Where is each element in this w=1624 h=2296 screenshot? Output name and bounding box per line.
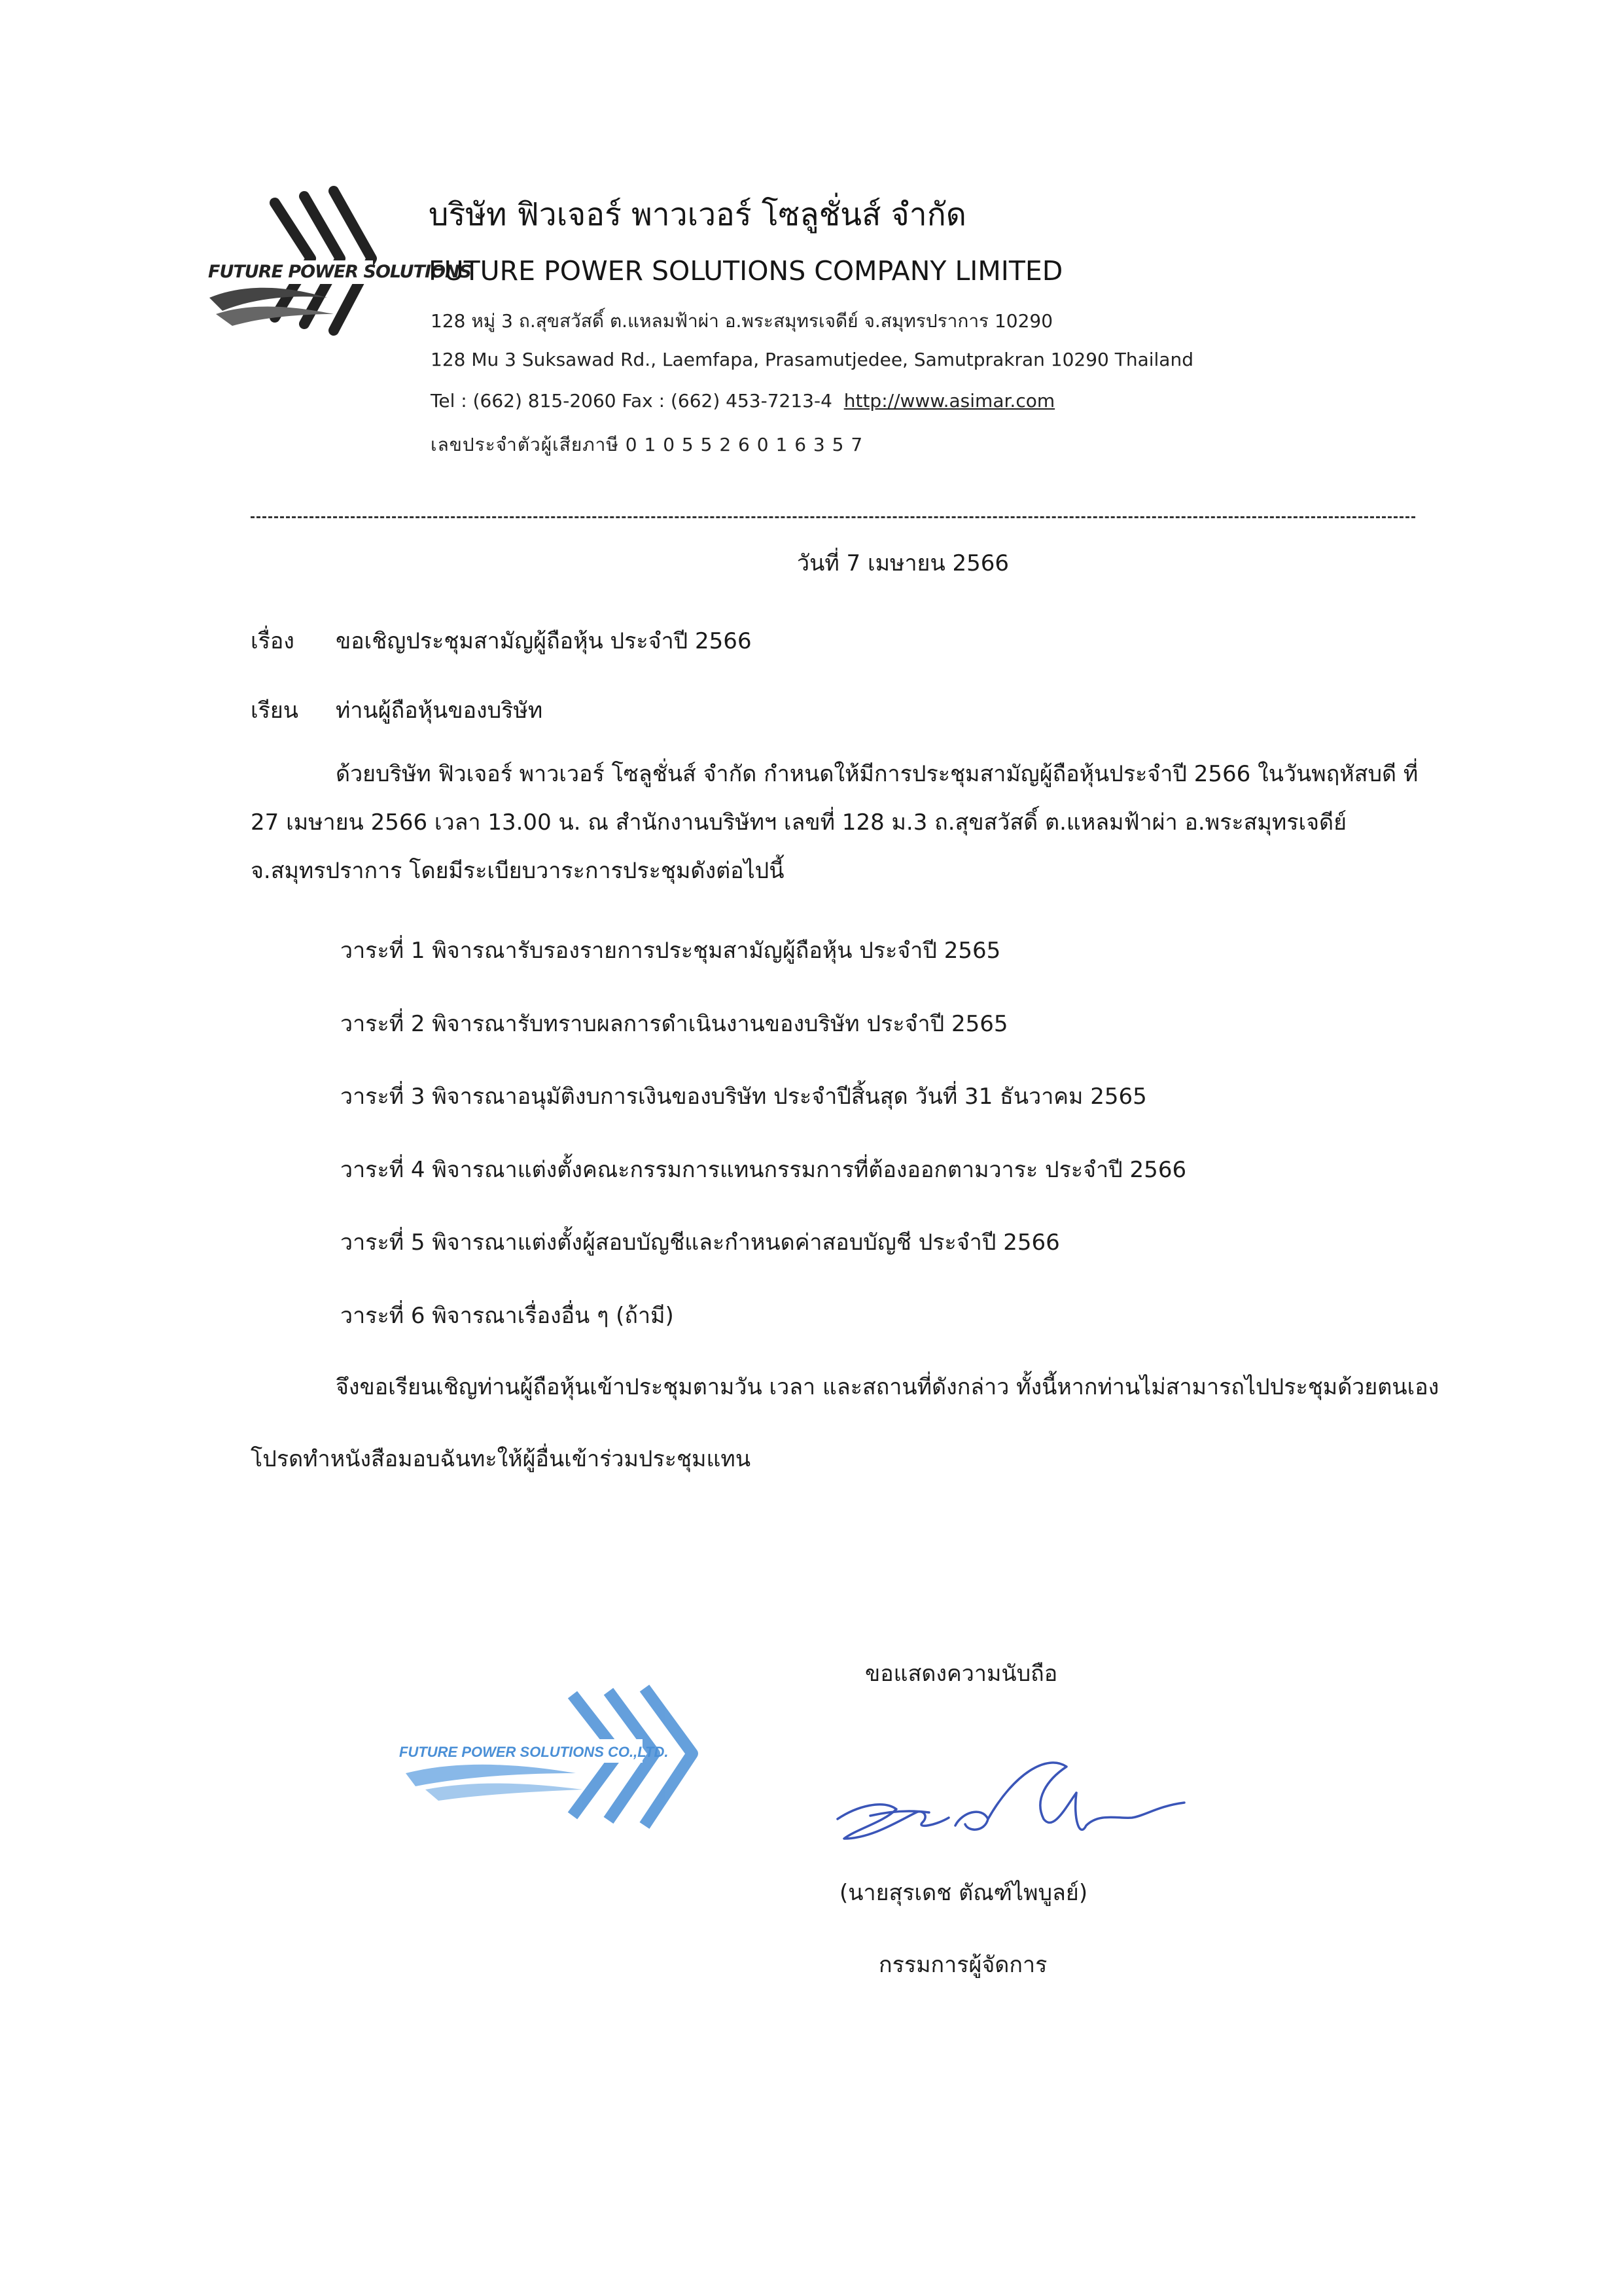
recipient-text: ท่านผู้ถือหุ้นของบริษัท bbox=[336, 698, 543, 724]
intro-paragraph bbox=[251, 756, 1428, 901]
subject-text: ขอเชิญประชุมสามัญผู้ถือหุ้น ประจำปี 2566 bbox=[336, 628, 752, 654]
closing-line: โปรดทำหนังสือมอบฉันทะให้ผู้อื่นเข้าร่วมประชุมแทน bbox=[251, 1446, 751, 1472]
intro-line: ด้วยบริษัท ฟิวเจอร์ พาวเวอร์ โซลูชั่นส์ จำกัด กำหนดให้มีการประชุมสามัญผู้ถือหุ้นประจำปี 2566 ในวันพฤหัสบดี ที่ bbox=[336, 761, 1419, 787]
address-thai: 128 หมู่ 3 ถ.สุขสวัสดิ์ ต.แหลมฟ้าผ่า อ.พระสมุทรเจดีย์ จ.สมุทรปราการ 10290 bbox=[431, 310, 1053, 332]
company-stamp-icon bbox=[386, 1682, 739, 1832]
website-link[interactable]: http://www.asimar.com bbox=[843, 390, 1055, 412]
closing-line: จึงขอเรียนเชิญท่านผู้ถือหุ้นเข้าประชุมตามวัน เวลา และสถานที่ดังกล่าว ทั้งนี้หากท่านไม่สามารถไปประชุมด้วยตนเอง bbox=[336, 1374, 1439, 1400]
subject-label: เรื่อง bbox=[251, 628, 294, 654]
company-name-english: FUTURE POWER SOLUTIONS COMPANY LIMITED bbox=[429, 255, 1063, 287]
letter-date: วันที่ 7 เมษายน 2566 bbox=[797, 550, 1010, 576]
regards-text: ขอแสดงความนับถือ bbox=[865, 1661, 1058, 1687]
contact-line bbox=[431, 390, 1055, 412]
signature-icon bbox=[818, 1740, 1197, 1871]
signer-name: (นายสุรเดช ตัณฑ์ไพบูลย์) bbox=[839, 1880, 1088, 1906]
address-english: 128 Mu 3 Suksawad Rd., Laemfapa, Prasamutjedee, Samutprakran 10290 Thailand bbox=[431, 349, 1193, 370]
agenda-item-3: วาระที่ 3 พิจารณาอนุมัติงบการเงินของบริษัท ประจำปีสิ้นสุด วันที่ 31 ธันวาคม 2565 bbox=[340, 1084, 1147, 1110]
agenda-item-2: วาระที่ 2 พิจารณารับทราบผลการดำเนินงานของบริษัท ประจำปี 2565 bbox=[340, 1011, 1008, 1037]
signer-position: กรรมการผู้จัดการ bbox=[879, 1952, 1048, 1978]
stamp-text: FUTURE POWER SOLUTIONS CO.,LTD. bbox=[399, 1744, 669, 1760]
agenda-item-1: วาระที่ 1 พิจารณารับรองรายการประชุมสามัญผู้ถือหุ้น ประจำปี 2565 bbox=[340, 938, 1001, 964]
tax-id: เลขประจำตัวผู้เสียภาษี 0 1 0 5 5 2 6 0 1 6 3 5 7 bbox=[431, 434, 864, 455]
agenda-item-5: วาระที่ 5 พิจารณาแต่งตั้งผู้สอบบัญชีและกำหนดค่าสอบบัญชี ประจำปี 2566 bbox=[340, 1229, 1060, 1256]
agenda-item-6: วาระที่ 6 พิจารณาเรื่องอื่น ๆ (ถ้ามี) bbox=[340, 1303, 674, 1329]
company-name-thai: บริษัท ฟิวเจอร์ พาวเวอร์ โซลูชั่นส์ จำกัด bbox=[429, 196, 966, 233]
recipient-label: เรียน bbox=[251, 698, 299, 724]
agenda-item-4: วาระที่ 4 พิจารณาแต่งตั้งคณะกรรมการแทนกรรมการที่ต้องออกตามวาระ ประจำปี 2566 bbox=[340, 1157, 1187, 1183]
intro-line: จ.สมุทรปราการ โดยมีระเบียบวาระการประชุมดังต่อไปนี้ bbox=[251, 858, 785, 884]
contact-numbers: Tel : (662) 815-2060 Fax : (662) 453-7213-4 bbox=[431, 390, 832, 412]
intro-line: 27 เมษายน 2566 เวลา 13.00 น. ณ สำนักงานบริษัทฯ เลขที่ 128 ม.3 ถ.สุขสวัสดิ์ ต.แหลมฟ้าผ่า อ.พระสมุทรเจดีย์ bbox=[251, 809, 1347, 836]
logo-wordmark: FUTURE POWER SOLUTIONS bbox=[208, 262, 472, 282]
header-divider bbox=[251, 516, 1415, 518]
